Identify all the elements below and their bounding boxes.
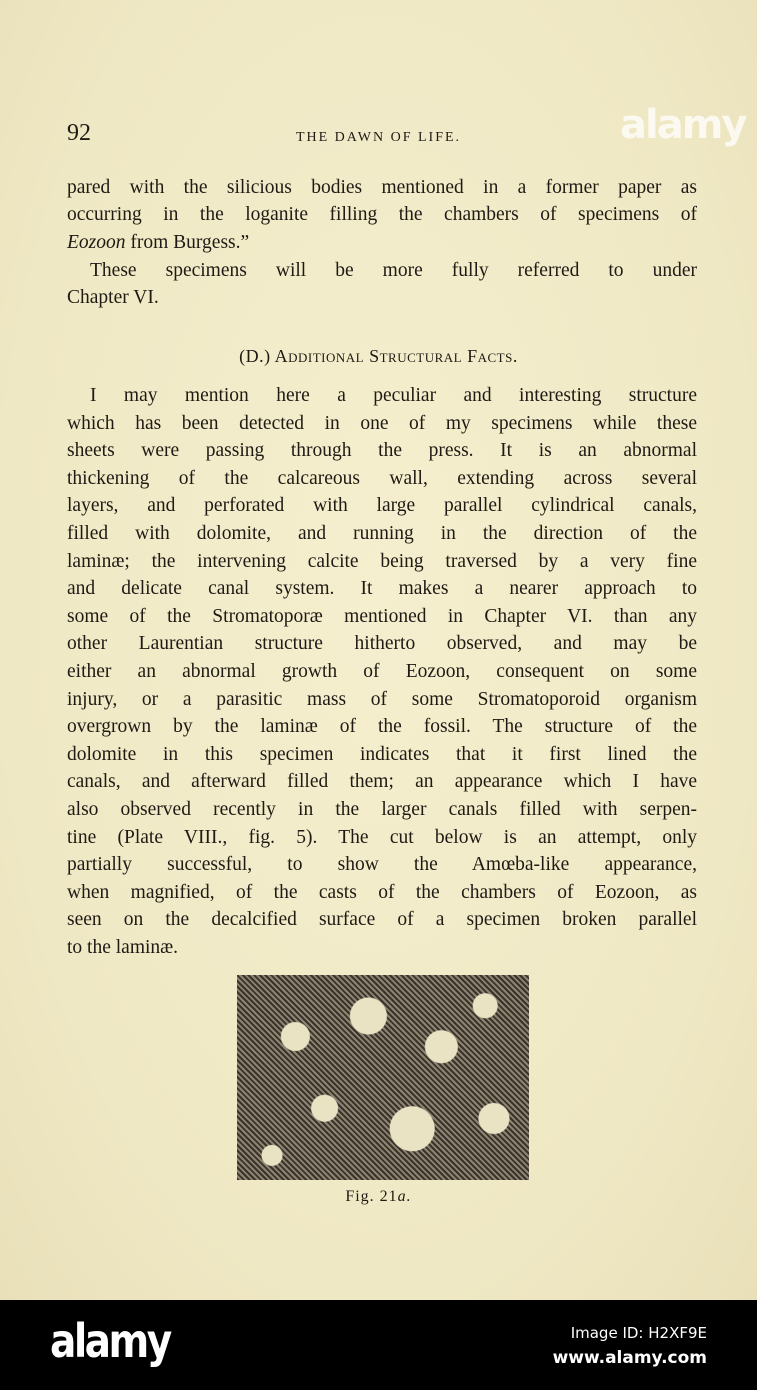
text-line: when magnified, of the casts of the chambers of Eozoon, as [67,881,697,903]
running-head: THE DAWN OF LIFE. [295,130,462,145]
footer-bar [0,1300,757,1390]
text-line: other Laurentian structure hitherto observed, and may be [67,633,697,655]
text-line: either an abnormal growth of Eozoon, consequent on some [67,661,697,682]
text-line: I may mention here a peculiar and interesting structure [90,385,697,406]
text-line: canals, and afterward filled them; an appearance which I have [67,771,697,793]
text-line: Chapter VI. [67,287,159,308]
text-line: which has been detected in one of my specimens while these [67,412,697,434]
text-line: some of the Stromatoporæ mentioned in Chapter VI. than any [67,605,697,627]
text-line: pared with the silicious bodies mentioned in a former paper as [67,177,697,198]
alamy-logo: alamy [50,1314,170,1368]
text-line: also observed recently in the larger canals filled with serpen- [67,799,697,820]
text-line: layers, and perforated with large parallel cylindrical canals, [67,495,697,517]
site-url[interactable]: www.alamy.com [552,1348,707,1368]
italic-term: Eozoon [67,232,126,253]
page-number: 92 [67,120,91,146]
text-line: dolomite in this specimen indicates that it first lined the [67,743,697,765]
text-span: from Burgess.” [125,232,250,253]
figure-caption [0,1188,757,1206]
text-line: thickening of the calcareous wall, extending across several [67,467,697,489]
text-line: These specimens will be more fully referred to under [90,260,697,281]
text-line: occurring in the loganite filling the chambers of specimens of [67,204,697,225]
text-line: injury, or a parasitic mass of some Stromatoporoid organism [67,688,697,710]
caption-suffix: a. [397,1188,412,1205]
text-line: partially successful, to show the Amœba-like appearance, [67,854,697,876]
caption-prefix: Fig. 21 [345,1188,398,1205]
text-line: laminæ; the intervening calcite being traversed by a very fine [67,550,697,572]
text-line: and delicate canal system. It makes a nearer approach to [67,578,697,600]
section-heading: (D.) Additional Structural Facts. [239,346,518,366]
watermark: alamy [620,102,746,148]
image-id: Image ID: H2XF9E [570,1324,707,1342]
text-line: tine (Plate VIII., fig. 5). The cut below is an attempt, only [67,826,697,848]
text-line [67,232,697,254]
text-line: seen on the decalcified surface of a specimen broken parallel [67,909,697,931]
text-line: overgrown by the laminæ of the fossil. The structure of the [67,716,697,738]
text-line: to the laminæ. [67,937,179,958]
text-line: filled with dolomite, and running in the direction of the [67,523,697,544]
figure-engraving [237,975,529,1180]
text-line: sheets were passing through the press. It is an abnormal [67,440,697,462]
